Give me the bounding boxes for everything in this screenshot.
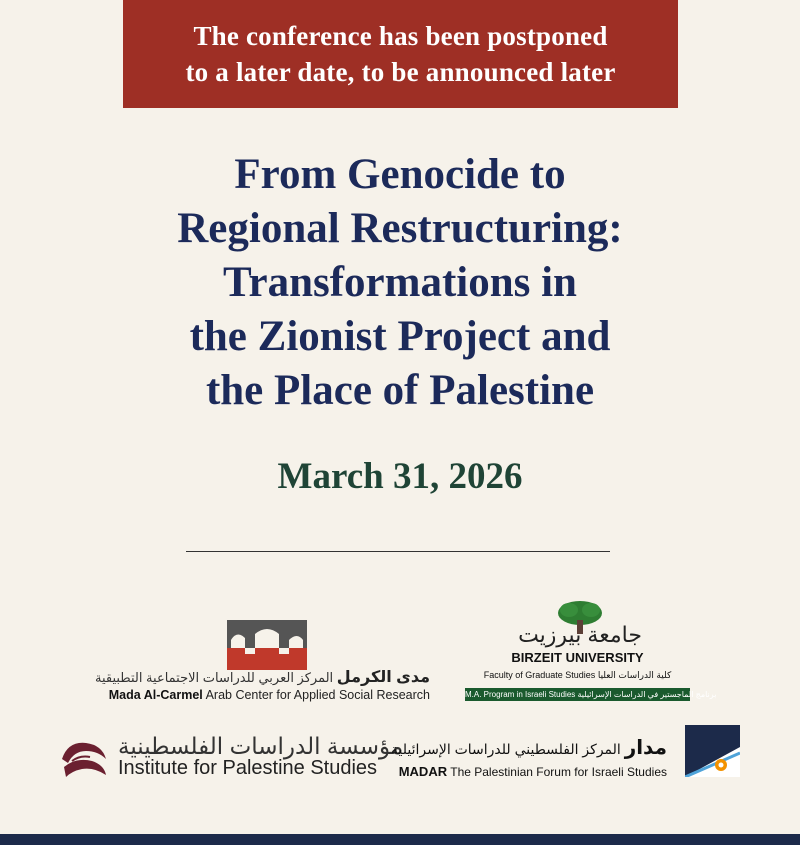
mada-english	[109, 688, 430, 702]
conference-title	[0, 148, 800, 418]
mada-arabic	[95, 667, 430, 687]
madar-emblem-icon	[685, 725, 740, 777]
madar-logo	[391, 725, 745, 785]
ips-arabic: مؤسسة الدراسات الفلسطينية	[118, 733, 404, 759]
birzeit-arabic: جامعة بيرزيت	[518, 622, 642, 647]
title-line: From Genocide to	[234, 151, 566, 198]
birzeit-program-bar	[465, 688, 717, 701]
footer-bar	[0, 834, 800, 845]
mada-al-carmel-logo	[95, 620, 430, 710]
madar-arabic-name: مدار	[624, 737, 667, 759]
faculty-en: Faculty of Graduate Studies	[483, 670, 596, 680]
mada-arabic-sub: المركز العربي للدراسات الاجتماعية التطبيقية	[94, 670, 334, 685]
program-en: M.A. Program in Israeli Studies	[465, 690, 576, 699]
program-ar: برنامج الماجستير في الدراسات الإسرائيلية	[577, 690, 717, 699]
faculty-ar: كلية الدراسات العليا	[597, 670, 672, 680]
madar-name: MADAR	[398, 764, 448, 779]
mada-desc: Arab Center for Applied Social Research	[205, 688, 430, 702]
birzeit-faculty	[465, 670, 690, 681]
mada-name: Mada Al-Carmel	[108, 688, 203, 702]
conference-date: March 31, 2026	[277, 456, 523, 497]
madar-arabic-desc: المركز الفلسطيني للدراسات الإسرائيلية	[391, 741, 621, 757]
birzeit-english: BIRZEIT UNIVERSITY	[511, 650, 644, 665]
madar-arabic	[391, 735, 667, 760]
divider	[186, 551, 610, 552]
title-line: the Zionist Project and	[189, 313, 611, 360]
title-line: Transformations in	[223, 259, 577, 306]
ips-english: Institute for Palestine Studies	[118, 757, 378, 779]
title-line: Regional Restructuring:	[177, 205, 623, 252]
banner-line-2: to a later date, to be announced later	[185, 57, 616, 87]
banner-line-1: The conference has been postponed	[193, 21, 608, 51]
mada-arabic-name: مدى الكرمل	[336, 669, 430, 686]
title-line: the Place of Palestine	[205, 367, 595, 414]
madar-desc: The Palestinian Forum for Israeli Studies	[450, 765, 667, 779]
ips-emblem-icon	[58, 737, 110, 781]
madar-english	[399, 764, 667, 779]
birzeit-logo	[465, 600, 717, 710]
mada-mark-icon	[227, 620, 307, 670]
postponement-banner	[123, 0, 678, 108]
ips-logo	[58, 733, 404, 785]
